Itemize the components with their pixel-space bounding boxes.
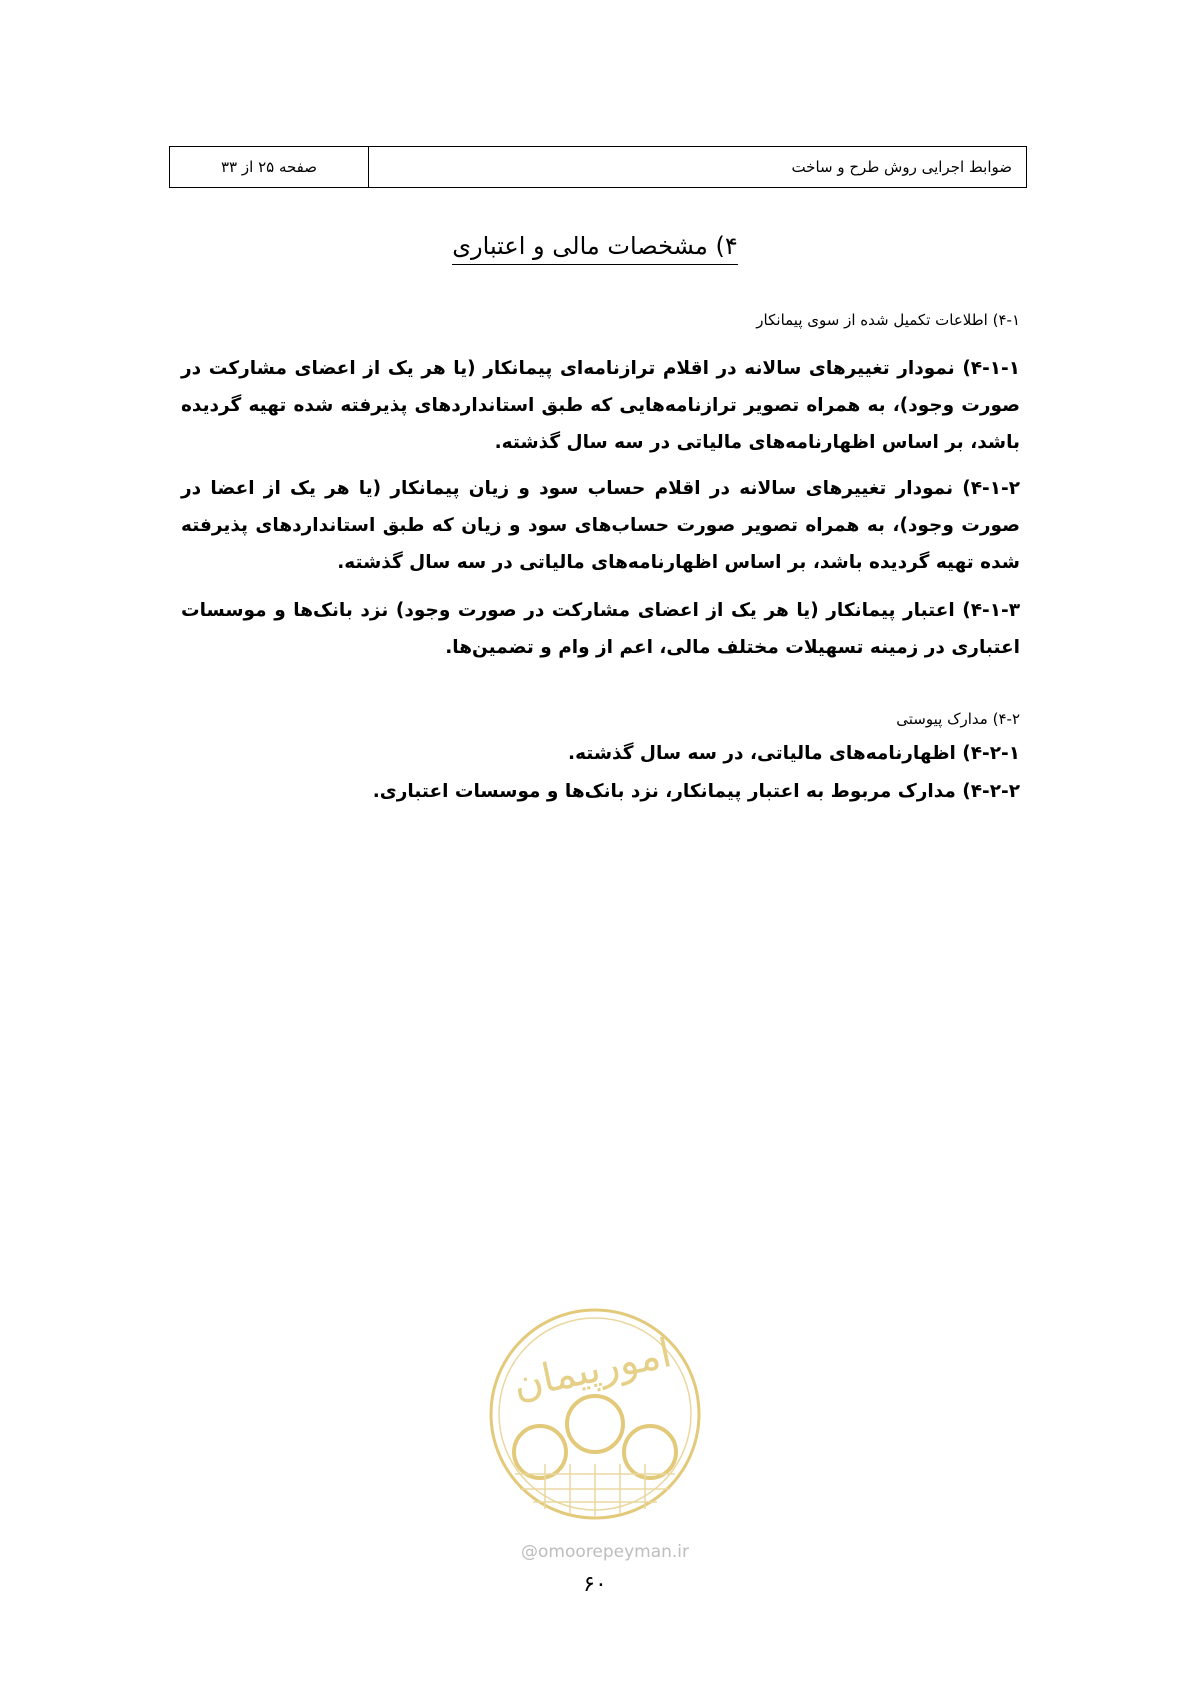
paragraph-item bbox=[181, 470, 1020, 581]
item-text: اظهارنامه‌های مالیاتی، در سه سال گذشته. bbox=[568, 743, 956, 764]
item-text: نمودار تغییرهای سالانه در اقلام حساب سود و زیان پیمانکار (یا هر یک از اعضا در صورت وجود)، به همراه تصویر صورت حساب‌های سود و زیان که طبق استانداردهای پذیرفته شده تهیه گردیده باشد، بر اساس اظهارنامه‌های مالیاتی در سه سال گذشته. bbox=[181, 478, 1020, 573]
watermark-site: @omoorepeyman.ir bbox=[520, 1542, 690, 1562]
document-title: ضوابط اجرایی روش طرح و ساخت bbox=[791, 158, 1012, 176]
paragraph-item bbox=[181, 350, 1020, 461]
item-number: ۴-۱-۳) bbox=[962, 600, 1020, 621]
item-number: ۴-۲-۲) bbox=[962, 781, 1020, 802]
page-counter: صفحه ۲۵ از ۳۳ bbox=[170, 147, 369, 187]
page-number: ۶۰ bbox=[583, 1572, 607, 1597]
item-number: ۴-۱-۱) bbox=[962, 358, 1021, 379]
list-item bbox=[373, 781, 1020, 802]
item-number: ۴-۲-۱) bbox=[962, 743, 1020, 764]
list-item bbox=[568, 743, 1020, 764]
item-number: ۴-۱-۲) bbox=[962, 478, 1020, 499]
page-header bbox=[169, 146, 1027, 188]
section-heading bbox=[0, 232, 1190, 260]
watermark-logo-icon bbox=[485, 1304, 705, 1524]
item-text: مدارک مربوط به اعتبار پیمانکار، نزد بانک‌ها و موسسات اعتباری. bbox=[372, 781, 956, 802]
item-text: نمودار تغییرهای سالانه در اقلام ترازنامه‌ای پیمانکار (یا هر یک از اعضای مشارکت در صورت وجود)، به همراه تصویر ترازنامه‌هایی که طبق استانداردهای پذیرفته شده تهیه گردیده باشد، بر اساس اظهارنامه‌های مالیاتی در سه سال گذشته. bbox=[181, 358, 1020, 453]
svg-text:امورپیمان: امورپیمان bbox=[509, 1330, 676, 1409]
item-text: اعتبار پیمانکار (یا هر یک از اعضای مشارکت در صورت وجود) نزد بانک‌ها و موسسات اعتباری در زمینه تسهیلات مختلف مالی، اعم از وام و تضمین‌ها. bbox=[181, 600, 1020, 658]
subsection-heading-2: ۴-۲) مدارک پیوستی bbox=[896, 710, 1020, 728]
paragraph-item bbox=[181, 592, 1020, 666]
subsection-heading-1: ۴-۱) اطلاعات تکمیل شده از سوی پیمانکار bbox=[756, 311, 1020, 329]
section-heading-text: ۴) مشخصات مالی و اعتباری bbox=[452, 232, 737, 265]
